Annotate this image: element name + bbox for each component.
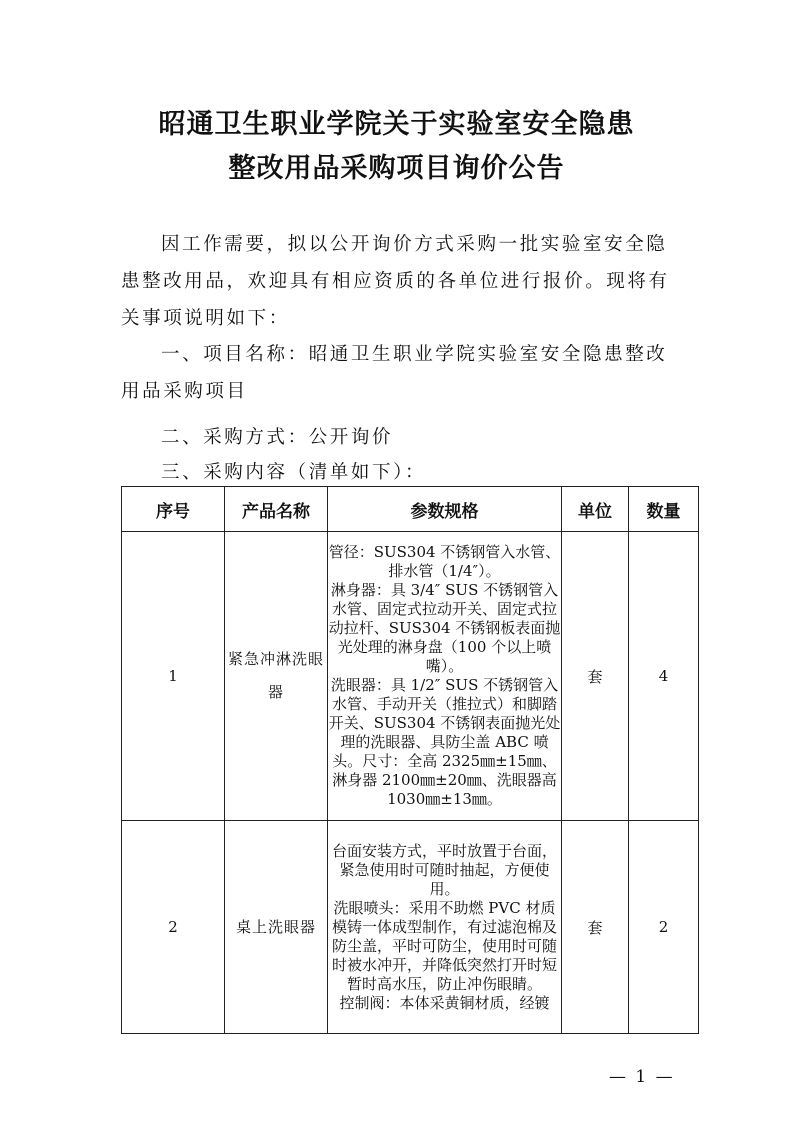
spec-line: 淋身器：具 3/4″ SUS 不锈钢管入水管、固定式拉动开关、固定式拉动拉杆、SUS304 不锈钢板表面抛光处理的淋身盘（100 个以上喷嘴）。 — [328, 581, 561, 675]
section-procurement-method: 二、采购方式：公开询价 — [161, 427, 394, 448]
spec-line: 洗眼喷头：采用不助燃 PVC 材质模铸一体成型制作，有过滤泡棉及防尘盖，平时可防尘，使用时可随时被水冲开，并降低突然打开时短暂时高水压，防止冲伤眼睛。 — [331, 898, 557, 993]
cell-product-name: 桌上洗眼器 — [225, 821, 328, 1034]
page-title-line-1: 昭通卫生职业学院关于实验室安全隐患 — [158, 109, 635, 140]
header-product-name: 产品名称 — [225, 487, 328, 532]
cell-unit: 套 — [562, 821, 629, 1034]
table-row — [122, 532, 699, 821]
header-serial-no: 序号 — [122, 487, 225, 532]
cell-unit: 套 — [562, 532, 629, 821]
page-number: — 1 — — [609, 1067, 675, 1087]
intro-paragraph: 因工作需要，拟以公开询价方式采购一批实验室安全隐患整改用品，欢迎具有相应资质的各单位进行报价。现将有关事项说明如下： — [121, 234, 670, 329]
page-title-line-2: 整改用品采购项目询价公告 — [228, 153, 565, 184]
cell-specification — [328, 532, 562, 821]
cell-product-name: 紧急冲淋洗眼器 — [225, 532, 328, 821]
cell-serial-no: 2 — [122, 821, 225, 1034]
spec-line: 台面安装方式，平时放置于台面，紧急使用时可随时抽起，方便使用。 — [331, 841, 557, 898]
table-header-row — [122, 487, 699, 532]
header-unit: 单位 — [562, 487, 629, 532]
spec-line: 管径：SUS304 不锈钢管入水管、排水管（1/4″）。 — [328, 543, 561, 580]
cell-quantity: 4 — [629, 532, 699, 821]
header-quantity: 数量 — [629, 487, 699, 532]
section-project-name: 一、项目名称：昭通卫生职业学院实验室安全隐患整改用品采购项目 — [121, 344, 668, 402]
cell-serial-no: 1 — [122, 532, 225, 821]
header-specification: 参数规格 — [328, 487, 562, 532]
procurement-table — [121, 486, 699, 1034]
section-procurement-content: 三、采购内容（清单如下）： — [161, 462, 427, 483]
cell-specification — [328, 821, 562, 1034]
spec-line: 洗眼器：具 1/2″ SUS 不锈钢管入水管、手动开关（推拉式）和脚踏开关、SUS304 不锈钢表面抛光处理的洗眼器、具防尘盖 ABC 喷头。尺寸：全高 2325㎜±15㎜、淋身器 2100㎜±20㎜、洗眼器高 1030㎜±13㎜。 — [328, 676, 561, 808]
spec-line: 控制阀：本体采黄铜材质，经镀 — [339, 993, 550, 1012]
table-row — [122, 821, 699, 1034]
cell-quantity: 2 — [629, 821, 699, 1034]
